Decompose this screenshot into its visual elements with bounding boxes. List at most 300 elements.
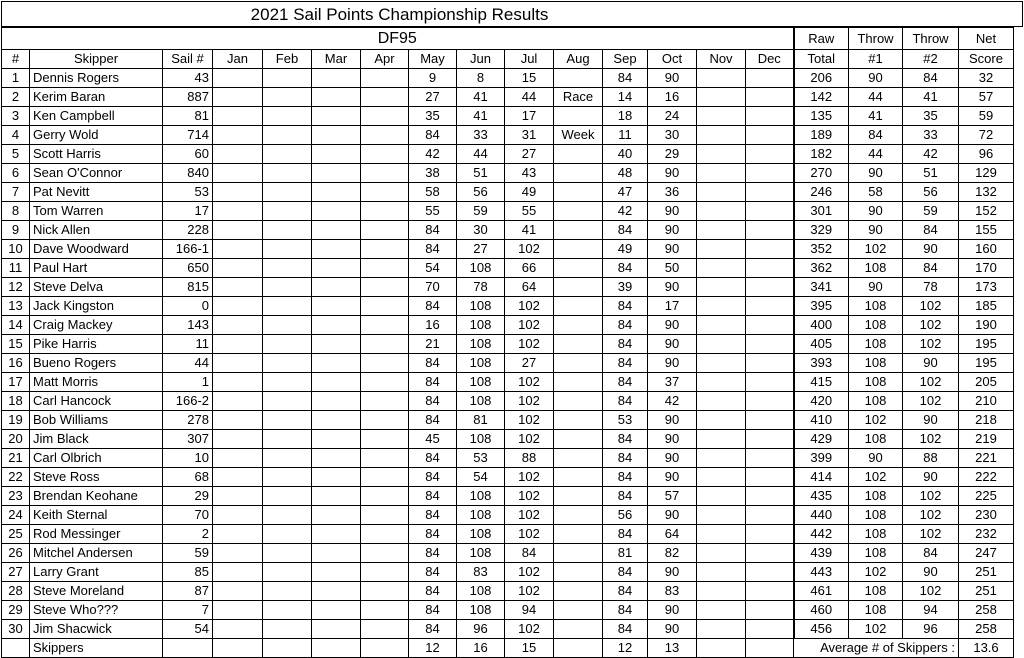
month-feb xyxy=(263,240,312,259)
month-jul: 102 xyxy=(505,468,554,487)
month-oct: 90 xyxy=(648,430,697,449)
throw-2: 90 xyxy=(903,411,959,430)
month-jun: 59 xyxy=(457,202,505,221)
month-dec xyxy=(746,430,794,449)
month-apr xyxy=(361,164,409,183)
throw-2: 84 xyxy=(903,544,959,563)
month-may: 84 xyxy=(409,620,457,639)
month-header-aug: Aug xyxy=(554,50,603,69)
month-jul: 102 xyxy=(505,620,554,639)
month-dec xyxy=(746,240,794,259)
month-aug: Week xyxy=(554,126,603,145)
month-nov xyxy=(697,449,746,468)
month-aug xyxy=(554,240,603,259)
month-sep: 84 xyxy=(603,582,648,601)
month-sep: 84 xyxy=(603,373,648,392)
month-sep: 84 xyxy=(603,335,648,354)
skipper-count-sep: 12 xyxy=(603,639,648,658)
sail-number: 81 xyxy=(163,107,213,126)
skipper-count-aug xyxy=(554,639,603,658)
month-aug xyxy=(554,335,603,354)
row-number: 10 xyxy=(2,240,30,259)
sail-number: 887 xyxy=(163,88,213,107)
month-mar xyxy=(312,392,361,411)
net-score: 232 xyxy=(959,525,1014,544)
month-feb xyxy=(263,582,312,601)
month-jul: 102 xyxy=(505,373,554,392)
month-apr xyxy=(361,487,409,506)
sail-number: 59 xyxy=(163,544,213,563)
month-feb xyxy=(263,373,312,392)
skipper-name: Bueno Rogers xyxy=(30,354,163,373)
month-dec xyxy=(746,221,794,240)
throw-1: 44 xyxy=(849,145,903,164)
month-aug xyxy=(554,354,603,373)
month-nov xyxy=(697,392,746,411)
skipper-name: Steve Ross xyxy=(30,468,163,487)
month-nov xyxy=(697,164,746,183)
raw-total: 135 xyxy=(794,107,849,126)
net-score: 218 xyxy=(959,411,1014,430)
table-row xyxy=(2,506,1014,525)
month-sep: 49 xyxy=(603,240,648,259)
month-mar xyxy=(312,373,361,392)
net-score: 155 xyxy=(959,221,1014,240)
row-number: 26 xyxy=(2,544,30,563)
month-sep: 84 xyxy=(603,392,648,411)
raw-total: 429 xyxy=(794,430,849,449)
month-oct: 90 xyxy=(648,601,697,620)
row-number: 3 xyxy=(2,107,30,126)
month-nov xyxy=(697,620,746,639)
table-row xyxy=(2,145,1014,164)
month-may: 21 xyxy=(409,335,457,354)
skipper-name: Carl Olbrich xyxy=(30,449,163,468)
month-jul: 102 xyxy=(505,506,554,525)
month-oct: 36 xyxy=(648,183,697,202)
month-dec xyxy=(746,392,794,411)
raw-total: 362 xyxy=(794,259,849,278)
month-sep: 53 xyxy=(603,411,648,430)
results-table xyxy=(1,27,1014,658)
throw-2: 102 xyxy=(903,506,959,525)
results-sheet xyxy=(1,1,1023,655)
month-apr xyxy=(361,297,409,316)
throw-1: 41 xyxy=(849,107,903,126)
month-apr xyxy=(361,221,409,240)
month-nov xyxy=(697,259,746,278)
throw-1: 108 xyxy=(849,392,903,411)
table-row xyxy=(2,392,1014,411)
month-sep: 42 xyxy=(603,202,648,221)
month-apr xyxy=(361,126,409,145)
month-jul: 27 xyxy=(505,354,554,373)
column-header-row xyxy=(2,50,1014,69)
net-score: 152 xyxy=(959,202,1014,221)
throw-2: 102 xyxy=(903,392,959,411)
skipper-name: Tom Warren xyxy=(30,202,163,221)
throw-2: 84 xyxy=(903,259,959,278)
month-dec xyxy=(746,354,794,373)
month-nov xyxy=(697,468,746,487)
month-apr xyxy=(361,107,409,126)
month-jan xyxy=(213,430,263,449)
throw-2: 90 xyxy=(903,354,959,373)
net-score: 258 xyxy=(959,601,1014,620)
month-apr xyxy=(361,373,409,392)
month-dec xyxy=(746,335,794,354)
month-header-jul: Jul xyxy=(505,50,554,69)
month-feb xyxy=(263,354,312,373)
sail-number: 166-1 xyxy=(163,240,213,259)
throw-2: 102 xyxy=(903,373,959,392)
skipper-count-mar xyxy=(312,639,361,658)
month-jul: 84 xyxy=(505,544,554,563)
raw-total: 439 xyxy=(794,544,849,563)
month-jun: 27 xyxy=(457,240,505,259)
average-label: Average # of Skippers : xyxy=(794,639,959,658)
table-row xyxy=(2,468,1014,487)
month-jun: 108 xyxy=(457,487,505,506)
month-sep: 84 xyxy=(603,297,648,316)
month-nov xyxy=(697,69,746,88)
raw-total: 410 xyxy=(794,411,849,430)
raw-total: 460 xyxy=(794,601,849,620)
table-row xyxy=(2,411,1014,430)
month-jan xyxy=(213,69,263,88)
raw-total: 142 xyxy=(794,88,849,107)
month-aug xyxy=(554,69,603,88)
skipper-name: Keith Sternal xyxy=(30,506,163,525)
throw-2: 90 xyxy=(903,468,959,487)
month-aug xyxy=(554,259,603,278)
month-jun: 78 xyxy=(457,278,505,297)
month-sep: 18 xyxy=(603,107,648,126)
month-jul: 94 xyxy=(505,601,554,620)
raw-total: 270 xyxy=(794,164,849,183)
month-jun: 41 xyxy=(457,107,505,126)
month-jun: 108 xyxy=(457,316,505,335)
month-may: 84 xyxy=(409,525,457,544)
throw-1: 108 xyxy=(849,487,903,506)
month-apr xyxy=(361,316,409,335)
month-mar xyxy=(312,164,361,183)
month-mar xyxy=(312,544,361,563)
month-jun: 81 xyxy=(457,411,505,430)
month-feb xyxy=(263,164,312,183)
month-nov xyxy=(697,278,746,297)
skipper-name: Bob Williams xyxy=(30,411,163,430)
month-apr xyxy=(361,430,409,449)
month-dec xyxy=(746,316,794,335)
net-score: 96 xyxy=(959,145,1014,164)
month-jan xyxy=(213,506,263,525)
net-score: 247 xyxy=(959,544,1014,563)
month-header-jun: Jun xyxy=(457,50,505,69)
month-jul: 31 xyxy=(505,126,554,145)
month-oct: 37 xyxy=(648,373,697,392)
skipper-name: Rod Messinger xyxy=(30,525,163,544)
month-may: 84 xyxy=(409,468,457,487)
month-jul: 102 xyxy=(505,392,554,411)
throw-2: 41 xyxy=(903,88,959,107)
title-bar xyxy=(1,1,1023,27)
month-header-feb: Feb xyxy=(263,50,312,69)
month-feb xyxy=(263,145,312,164)
raw-header-2: Total xyxy=(794,50,849,69)
sail-number: 278 xyxy=(163,411,213,430)
row-number: 24 xyxy=(2,506,30,525)
raw-total: 461 xyxy=(794,582,849,601)
month-aug xyxy=(554,183,603,202)
month-jun: 108 xyxy=(457,525,505,544)
month-jan xyxy=(213,411,263,430)
month-nov xyxy=(697,145,746,164)
net-score: 219 xyxy=(959,430,1014,449)
month-jul: 66 xyxy=(505,259,554,278)
raw-total: 301 xyxy=(794,202,849,221)
month-nov xyxy=(697,107,746,126)
skipper-name: Pike Harris xyxy=(30,335,163,354)
month-jul: 88 xyxy=(505,449,554,468)
footer-row xyxy=(2,639,1014,658)
throw-1: 90 xyxy=(849,278,903,297)
month-mar xyxy=(312,240,361,259)
sail-header: Sail # xyxy=(163,50,213,69)
month-apr xyxy=(361,563,409,582)
month-aug xyxy=(554,202,603,221)
month-mar xyxy=(312,601,361,620)
row-number: 14 xyxy=(2,316,30,335)
month-jan xyxy=(213,221,263,240)
month-jun: 30 xyxy=(457,221,505,240)
month-dec xyxy=(746,164,794,183)
month-feb xyxy=(263,487,312,506)
table-row xyxy=(2,620,1014,639)
month-aug xyxy=(554,449,603,468)
net-score: 195 xyxy=(959,354,1014,373)
month-jun: 8 xyxy=(457,69,505,88)
month-may: 9 xyxy=(409,69,457,88)
month-jun: 54 xyxy=(457,468,505,487)
skippers-label: Skippers xyxy=(30,639,163,658)
month-oct: 42 xyxy=(648,392,697,411)
net-score: 221 xyxy=(959,449,1014,468)
month-aug xyxy=(554,278,603,297)
throw-2: 102 xyxy=(903,297,959,316)
month-feb xyxy=(263,107,312,126)
skipper-name: Mitchel Andersen xyxy=(30,544,163,563)
month-mar xyxy=(312,297,361,316)
raw-total: 440 xyxy=(794,506,849,525)
row-number: 19 xyxy=(2,411,30,430)
table-row xyxy=(2,202,1014,221)
throw-2: 90 xyxy=(903,563,959,582)
month-jan xyxy=(213,449,263,468)
row-number: 23 xyxy=(2,487,30,506)
month-may: 84 xyxy=(409,487,457,506)
table-row xyxy=(2,335,1014,354)
sail-number: 307 xyxy=(163,430,213,449)
sail-number: 2 xyxy=(163,525,213,544)
month-jan xyxy=(213,468,263,487)
skipper-name: Nick Allen xyxy=(30,221,163,240)
month-mar xyxy=(312,525,361,544)
throw-1: 90 xyxy=(849,221,903,240)
throw-1: 108 xyxy=(849,259,903,278)
month-jul: 43 xyxy=(505,164,554,183)
skipper-name: Ken Campbell xyxy=(30,107,163,126)
month-dec xyxy=(746,544,794,563)
table-row xyxy=(2,107,1014,126)
row-number: 8 xyxy=(2,202,30,221)
month-jul: 44 xyxy=(505,88,554,107)
raw-total: 399 xyxy=(794,449,849,468)
skipper-name: Sean O'Connor xyxy=(30,164,163,183)
month-feb xyxy=(263,601,312,620)
throw-2: 84 xyxy=(903,221,959,240)
month-jul: 102 xyxy=(505,297,554,316)
month-apr xyxy=(361,601,409,620)
raw-total: 456 xyxy=(794,620,849,639)
month-jul: 102 xyxy=(505,525,554,544)
sail-number: 44 xyxy=(163,354,213,373)
month-jul: 17 xyxy=(505,107,554,126)
month-jun: 108 xyxy=(457,506,505,525)
table-row xyxy=(2,69,1014,88)
raw-total: 182 xyxy=(794,145,849,164)
section-label: DF95 xyxy=(2,28,794,50)
skipper-count-oct: 13 xyxy=(648,639,697,658)
month-nov xyxy=(697,601,746,620)
month-sep: 84 xyxy=(603,601,648,620)
month-jul: 49 xyxy=(505,183,554,202)
month-mar xyxy=(312,316,361,335)
month-jan xyxy=(213,183,263,202)
month-mar xyxy=(312,278,361,297)
month-mar xyxy=(312,620,361,639)
month-dec xyxy=(746,373,794,392)
row-number: 5 xyxy=(2,145,30,164)
month-feb xyxy=(263,335,312,354)
throw2-header-1: Throw xyxy=(903,28,959,50)
throw-2: 42 xyxy=(903,145,959,164)
month-sep: 14 xyxy=(603,88,648,107)
month-aug xyxy=(554,487,603,506)
net-score: 251 xyxy=(959,563,1014,582)
month-jul: 102 xyxy=(505,411,554,430)
table-row xyxy=(2,373,1014,392)
month-sep: 84 xyxy=(603,221,648,240)
throw-1: 44 xyxy=(849,88,903,107)
throw-1: 108 xyxy=(849,544,903,563)
throw-1: 108 xyxy=(849,601,903,620)
month-jan xyxy=(213,278,263,297)
month-dec xyxy=(746,411,794,430)
month-may: 38 xyxy=(409,164,457,183)
month-jan xyxy=(213,601,263,620)
month-jul: 102 xyxy=(505,582,554,601)
skipper-count-jul: 15 xyxy=(505,639,554,658)
table-row xyxy=(2,259,1014,278)
month-apr xyxy=(361,202,409,221)
month-may: 27 xyxy=(409,88,457,107)
month-feb xyxy=(263,468,312,487)
month-jul: 102 xyxy=(505,240,554,259)
month-dec xyxy=(746,107,794,126)
month-may: 84 xyxy=(409,506,457,525)
sail-number: 840 xyxy=(163,164,213,183)
net-score: 32 xyxy=(959,69,1014,88)
month-jun: 108 xyxy=(457,544,505,563)
net-score: 129 xyxy=(959,164,1014,183)
table-row xyxy=(2,487,1014,506)
month-nov xyxy=(697,297,746,316)
month-may: 84 xyxy=(409,373,457,392)
month-jan xyxy=(213,316,263,335)
row-number: 16 xyxy=(2,354,30,373)
throw-2: 59 xyxy=(903,202,959,221)
month-may: 84 xyxy=(409,563,457,582)
net-score: 173 xyxy=(959,278,1014,297)
month-jan xyxy=(213,202,263,221)
month-aug xyxy=(554,392,603,411)
net-score: 57 xyxy=(959,88,1014,107)
month-jul: 55 xyxy=(505,202,554,221)
month-oct: 90 xyxy=(648,164,697,183)
month-jan xyxy=(213,392,263,411)
month-may: 84 xyxy=(409,126,457,145)
net-score: 132 xyxy=(959,183,1014,202)
month-feb xyxy=(263,221,312,240)
net-score: 72 xyxy=(959,126,1014,145)
table-row xyxy=(2,126,1014,145)
month-aug xyxy=(554,107,603,126)
month-mar xyxy=(312,126,361,145)
month-oct: 90 xyxy=(648,69,697,88)
row-number: 15 xyxy=(2,335,30,354)
month-nov xyxy=(697,335,746,354)
skipper-name: Dennis Rogers xyxy=(30,69,163,88)
throw-1: 102 xyxy=(849,240,903,259)
table-row xyxy=(2,278,1014,297)
month-aug xyxy=(554,411,603,430)
skipper-count-jun: 16 xyxy=(457,639,505,658)
footer-num xyxy=(2,639,30,658)
row-number: 6 xyxy=(2,164,30,183)
month-mar xyxy=(312,145,361,164)
month-sep: 48 xyxy=(603,164,648,183)
table-row xyxy=(2,601,1014,620)
month-oct: 90 xyxy=(648,221,697,240)
month-nov xyxy=(697,183,746,202)
throw-2: 96 xyxy=(903,620,959,639)
net-score: 205 xyxy=(959,373,1014,392)
table-row xyxy=(2,240,1014,259)
skipper-count-jan xyxy=(213,639,263,658)
month-aug xyxy=(554,525,603,544)
month-aug xyxy=(554,544,603,563)
sail-number: 68 xyxy=(163,468,213,487)
sail-number: 87 xyxy=(163,582,213,601)
month-mar xyxy=(312,259,361,278)
month-jan xyxy=(213,126,263,145)
month-jul: 27 xyxy=(505,145,554,164)
month-oct: 30 xyxy=(648,126,697,145)
month-oct: 90 xyxy=(648,506,697,525)
month-feb xyxy=(263,297,312,316)
month-sep: 47 xyxy=(603,183,648,202)
